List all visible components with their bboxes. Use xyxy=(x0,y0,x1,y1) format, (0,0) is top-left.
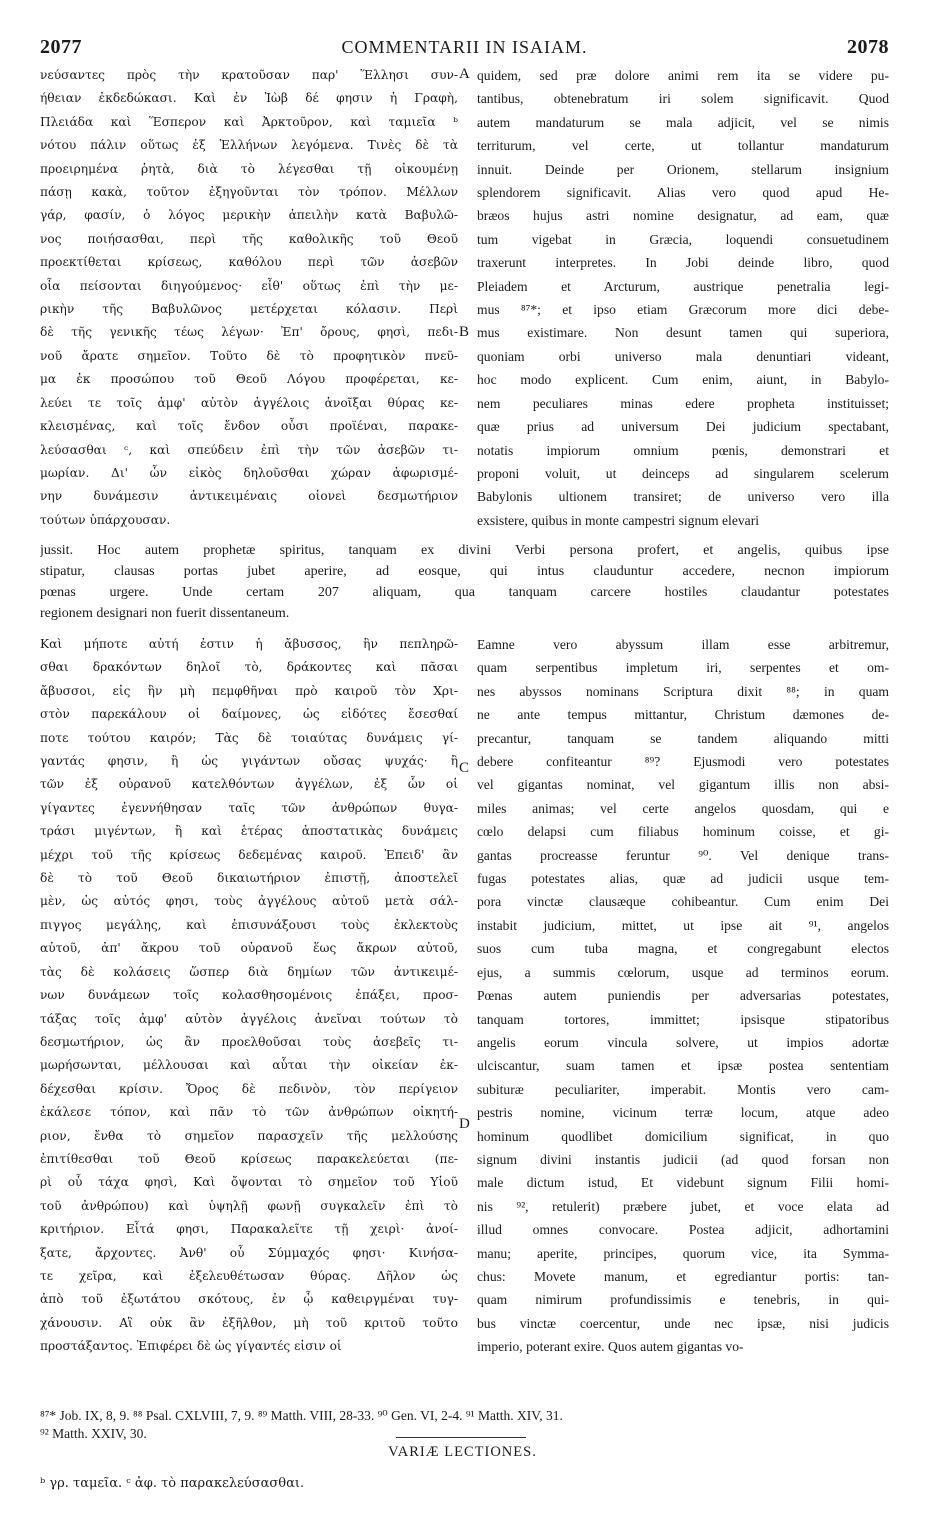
margin-marker-a: A xyxy=(459,66,470,82)
text-line: μωρήσωνται, μέλλουσαι καὶ αὗται τὴν οἰκείαν ἐκ- xyxy=(40,1058,458,1073)
variant-readings: ᵇ γρ. ταμεῖα. ᶜ ἀφ. τὸ παρακελεύσασθαι. xyxy=(40,1476,305,1491)
text-line: signum divini instantis judicii (ad quod forsan non xyxy=(477,1151,889,1167)
text-line: traxerunt interpretes. In Jobi deinde libro, quod xyxy=(477,255,889,271)
text-line: cœlo delapsi cum filiabus hominum coisse, et gi- xyxy=(477,824,889,840)
text-line: Pleiadem et Arcturum, austrique penetralia legi- xyxy=(477,278,889,294)
text-line: γίγαντες ἐγεννήθησαν ταῖς τῶν ἀνθρώπων θυγα- xyxy=(40,800,458,815)
text-line: chus: Movete manum, et egrediantur portis: tan- xyxy=(477,1268,889,1284)
text-line: μὲν, ὡς αὐτός φησι, τοὺς ἀγγέλους αὐτοῦ μετὰ σάλ- xyxy=(40,894,458,909)
text-line: manu; aperite, principes, quorum vice, ita Symma- xyxy=(477,1245,889,1261)
right-page-number: 2078 xyxy=(847,36,889,58)
text-line: ήθειαν ἐκδεδώκασι. Καὶ ἐν Ἰὼβ δέ φησιν ἡ Γραφὴ, xyxy=(40,91,458,106)
text-line: instabit judicium, mittet, ut ipse ait ⁹¹, angelos xyxy=(477,917,889,933)
left-page-number: 2077 xyxy=(40,36,82,58)
text-line: illud omnes convocare. Postea adjicit, adhortamini xyxy=(477,1222,889,1238)
text-line: χάνουσιν. Αἳ οὐκ ἂν ἐξῆλθον, μὴ τοῦ κριτοῦ τοῦτο xyxy=(40,1315,458,1330)
text-line: pora vinctæ clausæque cohibeantur. Cum enim Dei xyxy=(477,894,889,910)
text-line: ἄβυσσοι, εἰς ἣν μὴ πεμφθῆναι πρὸ καιροῦ τὸν Χρι- xyxy=(40,683,458,698)
text-line: λεύσασθαι ᶜ, καὶ σπεύδειν ἐπὶ τὴν τῶν ἀσεβῶν τι- xyxy=(40,442,458,457)
text-line: στὸν παρεκάλουν οἱ δαίμονες, ὡς εἰδότες ἔσεσθαί xyxy=(40,707,458,722)
text-line: τὰς δὲ κολάσεις ὥσπερ διὰ δημίων τῶν ἀντικειμέ- xyxy=(40,964,458,979)
text-line: hoc modo explicent. Cum enim, aiunt, in Babylo- xyxy=(477,372,889,388)
text-line: exsistere, quibus in monte campestri signum elevari xyxy=(477,512,760,528)
text-line: territurum, vel certe, ut tollantur mandaturum xyxy=(477,138,889,154)
text-line: ἀπὸ τοῦ ἐξωτάτου σκότους, ἐν ᾧ καθειργμέναι τυγ- xyxy=(40,1292,458,1307)
text-line: τε χεῖρα, καὶ ἐξελευθέτωσαν θύρας. Δῆλον ὡς xyxy=(40,1268,458,1283)
text-line: νην δυνάμεσιν ἀντικειμέναις οἱονεὶ δεσμωτήριον xyxy=(40,489,458,504)
text-line: pestris nomine, vicinum terræ locum, atque adeo xyxy=(477,1105,889,1121)
text-line: regionem designari non fuerit dissentaneum. xyxy=(40,606,290,621)
variae-lectiones-heading: VARIÆ LECTIONES. xyxy=(388,1444,537,1460)
text-line: hominum quodlibet domicilium significat, in quo xyxy=(477,1128,889,1144)
text-line: nis ⁹², retulerit) præbere jubet, et voce elata ad xyxy=(477,1198,889,1214)
latin-column-top xyxy=(477,64,889,532)
text-line: πάσῃ κακὰ, τοῦτον ἐξηγοῦνται τὸν τρόπον. Μέλλων xyxy=(40,185,458,200)
text-line: ξατε, ἄρχοντες. Ἀνθ' οὗ Σύμμαχός φησι· Κινήσα- xyxy=(40,1245,458,1260)
text-line: mus ⁸⁷*; et ipso etiam Græcorum more dici debe- xyxy=(477,302,889,318)
text-line: ne ante tempus mittantur, Christum dæmones de- xyxy=(477,707,889,723)
text-line: προεκτίθεται κρίσεως, καθόλου περὶ τῶν ἀσεβῶν xyxy=(40,255,458,270)
running-title: COMMENTARII IN ISAIAM. xyxy=(341,37,588,57)
text-line: bus vinctæ coercentur, unde nec ipsæ, nisi judicis xyxy=(477,1315,889,1331)
text-line: nem peculiares minas edere propheta instituisset; xyxy=(477,395,889,411)
text-line: mus existimare. Non desunt tamen qui superiora, xyxy=(477,325,889,341)
text-line: ριον, ἔνθα τὸ σημεῖον παρασχεῖν τῆς μελλούσης xyxy=(40,1128,458,1143)
text-line: δέχεσθαι κρίσιν. Ὄρος δὲ πεδινὸν, τὸν περίγειον xyxy=(40,1081,458,1096)
text-line: μωρίαν. Δι' ὧν εἰκὸς δηλοῦσθαι χώραν ἀφωρισμέ- xyxy=(40,465,458,480)
text-line: νεύσαντες πρὸς τὴν κρατοῦσαν παρ' Ἕλλησι συν- xyxy=(40,68,458,82)
text-line: Babylonis ultionem transiret; de universo vero illa xyxy=(477,489,889,505)
text-line: quam serpentibus impletum iri, serpentes et om- xyxy=(477,660,889,676)
text-line: debere confiteantur ⁸⁹? Ejusmodi vero potestates xyxy=(477,754,889,770)
text-line: ulciscantur, suam tamen et ipsæ postea sententiam xyxy=(477,1058,889,1074)
margin-marker-c: C xyxy=(459,760,470,776)
footnote-line: ⁹² Matth. XXIV, 30. xyxy=(40,1426,147,1441)
text-line: μα ἐκ προσώπου τοῦ Θεοῦ Λόγου προφέρεται, κε- xyxy=(40,372,458,387)
text-line: imperio, poterant exire. Quos autem gigantas vo- xyxy=(477,1339,744,1355)
text-line: μέχρι τοῦ τῆς κρίσεως δεδεμένας καιροῦ. Ἐπειδ' ἂν xyxy=(40,847,458,862)
page-header xyxy=(40,36,889,62)
text-line: νοῦ ἄρατε σημεῖον. Τοῦτο δὲ τὸ προφητικὸν πνεῦ- xyxy=(40,348,458,363)
text-line: vel gigantas nominat, vel gigantum illis non absi- xyxy=(477,777,889,793)
full-width-paragraph xyxy=(40,540,889,624)
text-line: male dictum istud, Et videbunt signum Filii homi- xyxy=(477,1175,889,1191)
text-line: pœnas urgere. Unde certam 207 aliquam, qua tanquam carcere hostiles claudantur potestates xyxy=(40,585,889,600)
text-line: tum vigebat in Græcia, loquendi consuetudinem xyxy=(477,231,889,247)
text-line: precantur, tanquam se tandem aliquando mitti xyxy=(477,730,889,746)
text-line: notatis impiorum omnium pœnis, demonstrari et xyxy=(477,442,889,458)
text-line: nes abyssos nominans Scriptura dixit ⁸⁸; in quam xyxy=(477,683,889,699)
section-divider xyxy=(396,1437,526,1438)
greek-column-top xyxy=(40,64,458,532)
text-line: Πλειάδα καὶ Ἕσπερον καὶ Ἀρκτοῦρον, καὶ ταμιεῖα ᵇ xyxy=(40,114,458,129)
text-line: λεύει τε τοῖς ἀμφ' αὐτὸν ἀγγέλοις ἀνοῖξαι θύρας κε- xyxy=(40,395,458,410)
text-line: γαντάς φησιν, ἢ ὡς γιγάντων οὔσας ψυχάς· ἢ xyxy=(40,754,458,769)
latin-column-bottom xyxy=(477,633,889,1359)
text-line: σθαι δρακόντων δηλοῖ τὸ, δράκοντες καὶ πᾶσαι xyxy=(40,660,458,675)
text-line: ρὶ οὗ τάχα φησὶ, Καὶ ὄψονται τὸ σημεῖον τοῦ Υἱοῦ xyxy=(40,1175,458,1190)
text-line: νότου πάλιν οὕτως ἐξ Ἑλλήνων λεγόμενα. Τινὲς δὲ τὰ xyxy=(40,138,458,153)
text-line: δὲ τὸ τοῦ Θεοῦ δικαιωτήριον ἐπιστῇ, ἀποστελεῖ xyxy=(40,871,458,886)
text-line: τοῦ ἀνθρώπου) καὶ ὑψηλῇ φωνῇ συγκαλεῖν ἐπὶ τὸ xyxy=(40,1198,458,1213)
text-line: quæ prius ad universum Dei judicium spectabant, xyxy=(477,419,889,435)
text-line: νων δυνάμεων τοῖς κολασθησομένοις ἐπάξει, προσ- xyxy=(40,988,458,1003)
text-line: proponi voluit, ut deinceps ad singularem scelerum xyxy=(477,465,889,481)
margin-marker-d: D xyxy=(459,1116,470,1132)
text-line: κλεισμένας, καὶ τοῖς ἔνδον οὖσι προϊέναι, παρακε- xyxy=(40,419,458,434)
footnote-line: ⁸⁷* Job. IX, 8, 9. ⁸⁸ Psal. CXLVIII, 7, 9. ⁸⁹ Matth. VIII, 28-33. ⁹⁰ Gen. VI, 2-4. ⁹¹ Matth. XIV, 31. xyxy=(40,1408,563,1423)
text-line: quam nimirum profundissimis e tenebris, in qui- xyxy=(477,1292,889,1308)
text-line: Pœnas autem puniendis per adversarias potestates, xyxy=(477,988,889,1004)
text-line: tanquam tortores, immittet; ipsisque stipatoribus xyxy=(477,1011,889,1027)
text-line: τούτων ὑπάρχουσαν. xyxy=(40,512,171,527)
text-line: ἐκάλεσε τόπον, καὶ πᾶν τὸ τῶν ἀνθρώπων οἰκητή- xyxy=(40,1105,458,1120)
text-line: γάρ, φασίν, ὁ λόγος μερικὴν ἀπειλὴν κατὰ Βαβυλῶ- xyxy=(40,208,458,223)
text-line: innuit. Deinde per Orionem, stellarum insignium xyxy=(477,161,889,177)
text-line: δὲ τῆς γενικῆς τέως λέγων· Ἐπ' ὄρους, φησὶ, πεδι- xyxy=(40,325,458,340)
text-line: ejus, a summis cœlorum, usque ad terminos eorum. xyxy=(477,964,889,980)
text-line: δεσμωτήριον, ὡς ἂν προελθοῦσαι τοὺς ἀσεβεῖς τι- xyxy=(40,1034,458,1049)
text-line: προειρημένα ῥητὰ, διὰ τὸ λέγεσθαι τῇ οἰκουμένῃ xyxy=(40,161,458,176)
text-line: τράσι μιγέντων, ἢ καὶ ἑτέρας ἀποστατικὰς δυνάμεις xyxy=(40,824,458,839)
text-line: tantibus, obtenebratum iri solem significavit. Quod xyxy=(477,91,889,107)
text-line: νος ποιήσασθαι, περὶ τῆς καθολικῆς τοῦ Θεοῦ xyxy=(40,231,458,246)
text-line: jussit. Hoc autem prophetæ spiritus, tanquam ex divini Verbi persona profert, et angelis, quibus ipse xyxy=(40,543,889,558)
text-line: bræos hujus astri nomine designatur, ad eam, quæ xyxy=(477,208,889,224)
greek-column-bottom xyxy=(40,633,458,1359)
text-line: miles animas; vel certe angelos quosdam, qui e xyxy=(477,800,889,816)
text-line: quidem, sed præ dolore animi rem ita se videre pu- xyxy=(477,68,889,83)
text-line: πιγγος μεγάλης, καὶ ἐπισυνάξουσι τοὺς ἐκλεκτοὺς xyxy=(40,917,458,932)
text-line: suos cum tuba magna, et congregabunt electos xyxy=(477,941,889,957)
margin-marker-b: B xyxy=(459,324,470,340)
text-line: τῶν ἐξ οὐρανοῦ κατελθόντων ἀγγέλων, ἐξ ὧν οἱ xyxy=(40,777,458,792)
text-line: τάξας τοῖς ἀμφ' αὐτὸν ἀγγέλοις ἀνεῖναι τούτων τὸ xyxy=(40,1011,458,1026)
text-line: Καὶ μήποτε αὐτή ἐστιν ἡ ἄβυσσος, ἣν πεπληρῶ- xyxy=(40,637,458,651)
text-line: stipatur, clausas portas jubet aperire, ad eosque, qui intus clauduntur accedere, necnon impiorum xyxy=(40,564,889,579)
text-line: gantas procreasse feruntur ⁹⁰. Vel denique trans- xyxy=(477,847,889,863)
text-line: οἷα πείσονται διηγούμενος· εἶθ' οὕτως ἐπὶ τὴν με- xyxy=(40,278,458,293)
text-line: ποτε τούτου καιρόν; Τὰς δὲ τοιαύτας δυνάμεις γί- xyxy=(40,730,458,745)
text-line: subituræ peculiariter, imperabit. Montis vero cam- xyxy=(477,1081,889,1097)
text-line: quoniam orbi universo mala denuntiari videant, xyxy=(477,348,889,364)
text-line: αὐτοῦ, ἀπ' ἄκρου τοῦ οὐρανοῦ ἕως ἄκρων αὐτοῦ, xyxy=(40,941,458,956)
text-line: ρικὴν τῆς Βαβυλῶνος μετέρχεται κόλασιν. Περὶ xyxy=(40,302,458,317)
text-line: κριτήριον. Εἶτά φησι, Παρακαλεῖτε τῇ χειρὶ· ἀνοί- xyxy=(40,1222,458,1237)
text-line: ἐπιτίθεσθαι τοῦ Θεοῦ κρίσεως παρακελεύεται (πε- xyxy=(40,1151,458,1166)
text-line: προστάξαντος. Ἐπιφέρει δὲ ὡς γίγαντές εἰσιν οἱ xyxy=(40,1339,342,1354)
text-line: fugas potestates alias, quæ ad judicii usque tem- xyxy=(477,871,889,887)
text-line: splendorem significavit. Alias vero quod apud He- xyxy=(477,185,889,201)
text-line: Eamne vero abyssum illam esse arbitremur, xyxy=(477,637,889,652)
text-line: angelis eorum vincula solvere, ut impios adortæ xyxy=(477,1034,889,1050)
text-line: autem mandaturum se mala adjicit, vel se nimis xyxy=(477,114,889,130)
